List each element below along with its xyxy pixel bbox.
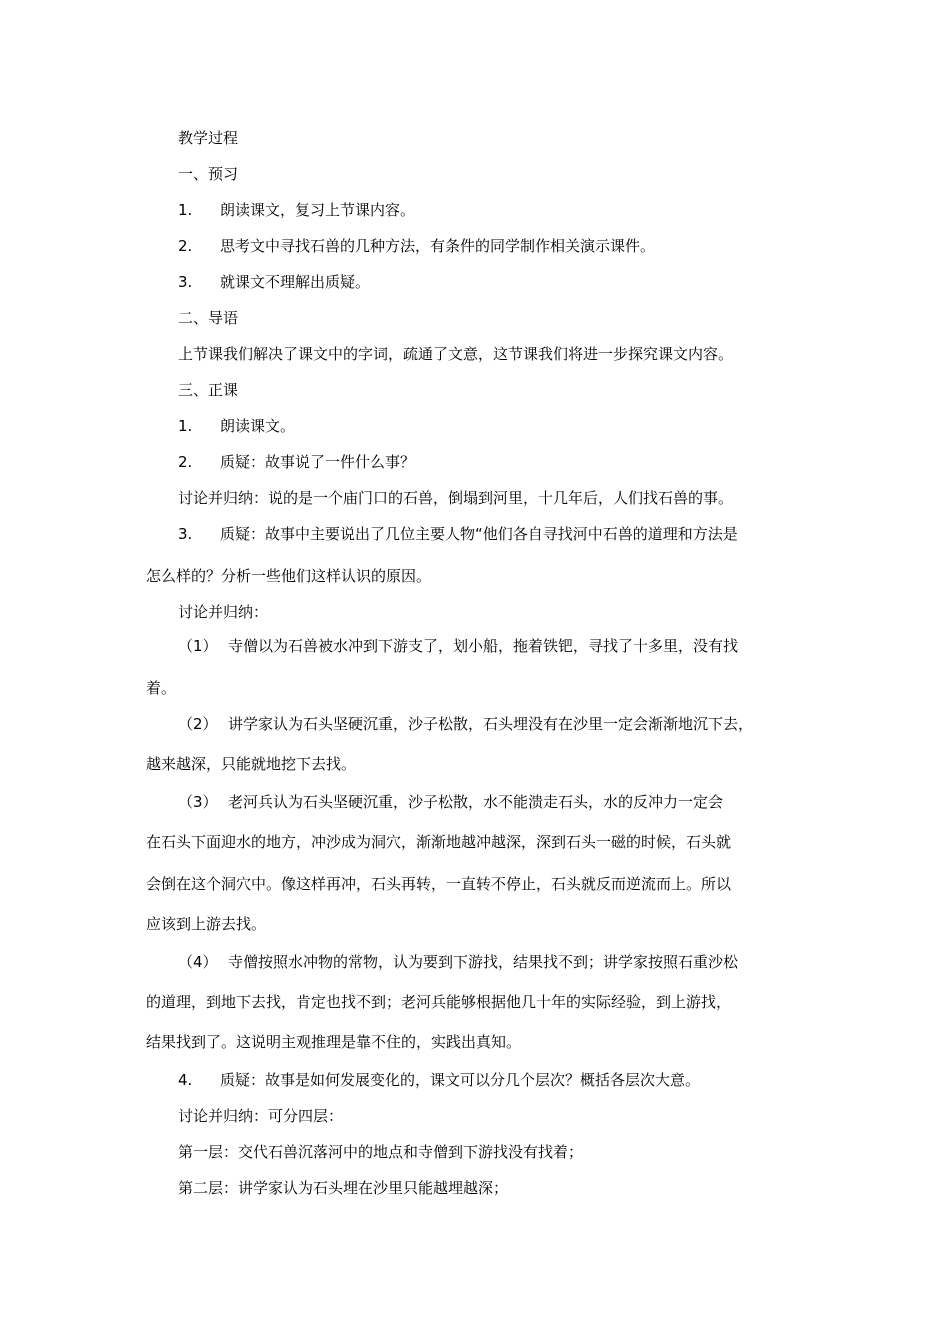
list-number: 2.: [178, 453, 193, 471]
paragraph: 上节课我们解决了课文中的字词，疏通了文意，这节课我们将进一步探究课文内容。: [178, 345, 734, 363]
list-text: 讲学家认为石头坚硬沉重，沙子松散，石头埋没有在沙里一定会渐渐地沉下去，: [228, 715, 754, 733]
paragraph: 讨论并归纳：可分四层：: [178, 1107, 344, 1125]
list-text: 寺僧按照水冲物的常物，认为要到下游找，结果找不到；讲学家按照石重沙松: [228, 953, 739, 971]
list-number: 1.: [178, 201, 193, 219]
list-number: 3.: [178, 273, 193, 291]
paragraph-continuation: 结果找到了。这说明主观推理是靠不住的，实践出真知。: [146, 1033, 522, 1051]
paragraph: 第二层：讲学家认为石头埋在沙里只能越埋越深；: [178, 1179, 509, 1197]
list-number: （4）: [178, 953, 218, 971]
paragraph-continuation: 越来越深，只能就地挖下去找。: [146, 755, 357, 773]
paragraph-continuation: 的道理，到地下去找，肯定也找不到；老河兵能够根据他几十年的实际经验，到上游找，: [146, 993, 732, 1011]
list-item: [178, 1070, 700, 1090]
list-item: [178, 416, 295, 436]
list-text: 质疑：故事说了一件什么事？: [220, 453, 416, 471]
list-text: 思考文中寻找石兽的几种方法，有条件的同学制作相关演示课件。: [220, 237, 656, 255]
list-text: 就课文不理解出质疑。: [220, 273, 371, 291]
list-item: [178, 272, 370, 292]
paragraph-continuation: 怎么样的？分析一些他们这样认识的原因。: [146, 567, 432, 585]
list-number: 1.: [178, 417, 193, 435]
paragraph-continuation: 着。: [146, 679, 177, 697]
list-item: [178, 524, 738, 544]
list-item: [178, 636, 738, 656]
list-text: 寺僧以为石兽被水冲到下游支了，划小船，拖着铁钯，寻找了十多里，没有找: [228, 637, 739, 655]
list-item: [178, 236, 655, 256]
list-text: 朗读课文，复习上节课内容。: [220, 201, 416, 219]
paragraph: 讨论并归纳：说的是一个庙门口的石兽，倒塌到河里，十几年后，人们找石兽的事。: [178, 489, 734, 507]
section-heading: 教学过程: [178, 129, 239, 147]
list-number: 3.: [178, 525, 193, 543]
list-text: 质疑：故事中主要说出了几位主要人物“他们各自寻找河中石兽的道理和方法是: [220, 525, 738, 543]
list-number: 2.: [178, 237, 193, 255]
paragraph-continuation: 在石头下面迎水的地方，冲沙成为洞穴，渐渐地越冲越深，深到石头一磁的时候，石头就: [146, 833, 732, 851]
paragraph-continuation: 应该到上游去找。: [146, 915, 267, 933]
list-number: 4.: [178, 1071, 193, 1089]
list-item: [178, 452, 415, 472]
list-item: [178, 200, 415, 220]
list-item: [178, 714, 753, 734]
list-number: （3）: [178, 793, 218, 811]
paragraph-continuation: 会倒在这个洞穴中。像这样再冲，石头再转，一直转不停止，石头就反而逆流而上。所以: [146, 875, 732, 893]
list-item: [178, 952, 738, 972]
list-number: （1）: [178, 637, 218, 655]
list-text: 朗读课文。: [220, 417, 296, 435]
paragraph: 讨论并归纳：: [178, 603, 269, 621]
list-number: （2）: [178, 715, 218, 733]
section-title-main: 三、正课: [178, 381, 239, 399]
paragraph: 第一层：交代石兽沉落河中的地点和寺僧到下游找没有找着；: [178, 1143, 584, 1161]
section-title-intro: 二、导语: [178, 309, 239, 327]
section-title-preview: 一、预习: [178, 165, 239, 183]
list-text: 老河兵认为石头坚硬沉重，沙子松散，水不能溃走石头，水的反冲力一定会: [228, 793, 724, 811]
list-item: [178, 792, 723, 812]
list-text: 质疑：故事是如何发展变化的，课文可以分几个层次？概括各层次大意。: [220, 1071, 701, 1089]
